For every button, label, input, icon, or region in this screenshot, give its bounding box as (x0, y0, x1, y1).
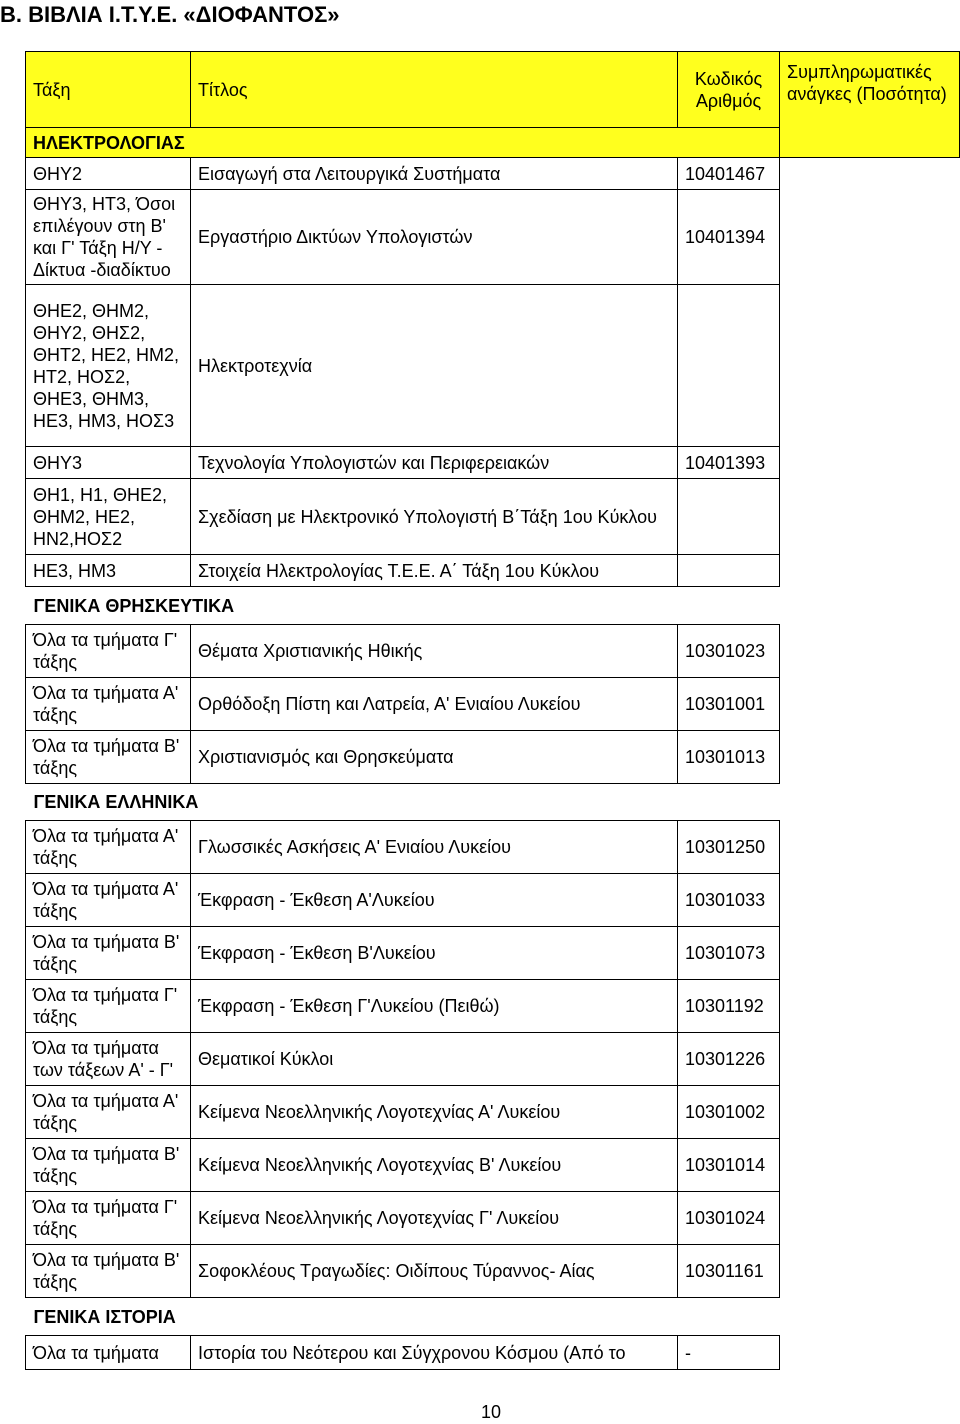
row-class: Όλα τα τμήματα Α' τάξης (26, 874, 191, 927)
table-header-row (26, 52, 960, 128)
row-class: ΘΗ1, Η1, ΘΗΕ2, ΘΗΜ2, ΗΕ2, ΗΝ2,ΗΟΣ2 (26, 479, 191, 555)
row-class: ΘΗΥ2 (26, 158, 191, 190)
row-title: Στοιχεία Ηλεκτρολογίας Τ.Ε.Ε. Α΄ Τάξη 1ου Κύκλου (191, 555, 678, 587)
row-class: Όλα τα τμήματα Α' τάξης (26, 678, 191, 731)
row-class: ΘΗΥ3, ΗΤ3, Όσοι επιλέγουν στη Β' και Γ' Τάξη Η/Υ - Δίκτυα -διαδίκτυο (26, 190, 191, 285)
row-class: ΘΗΕ2, ΘΗΜ2, ΘΗΥ2, ΘΗΣ2, ΘΗΤ2, ΗΕ2, ΗΜ2, ΗΤ2, ΗΟΣ2, ΘΗΕ3, ΘΗΜ3, ΗΕ3, ΗΜ3, ΗΟΣ3 (26, 285, 191, 447)
section-row (26, 784, 960, 821)
table-row (26, 479, 960, 555)
section-row (26, 587, 960, 625)
row-class: Όλα τα τμήματα των τάξεων Α' - Γ' (26, 1033, 191, 1086)
table-row (26, 874, 960, 927)
row-class: ΘΗΥ3 (26, 447, 191, 479)
row-needs-empty (780, 1336, 960, 1370)
row-code: - (678, 1336, 780, 1370)
row-title: Θέματα Χριστιανικής Ηθικής (191, 625, 678, 678)
table-row (26, 1086, 960, 1139)
subsection-electrical: ΗΛΕΚΤΡΟΛΟΓΙΑΣ (26, 128, 780, 158)
row-code: 10301250 (678, 821, 780, 874)
row-title: Σχεδίαση με Ηλεκτρονικό Υπολογιστή Β΄Τάξη 1ου Κύκλου (191, 479, 678, 555)
row-code: 10301023 (678, 625, 780, 678)
row-class: Όλα τα τμήματα Γ' τάξης (26, 980, 191, 1033)
table-row (26, 1033, 960, 1086)
row-title: Σοφοκλέους Τραγωδίες: Οιδίπους Τύραννος- Αίας (191, 1245, 678, 1298)
header-class: Τάξη (26, 52, 191, 128)
row-needs-empty (780, 678, 960, 731)
row-code: 10301226 (678, 1033, 780, 1086)
row-needs-empty (780, 1086, 960, 1139)
section-heading: ΓΕΝΙΚΑ ΘΡΗΣΚΕΥΤΙΚΑ (33, 595, 235, 616)
row-code: 10301192 (678, 980, 780, 1033)
section-heading: ΓΕΝΙΚΑ ΙΣΤΟΡΙΑ (33, 1306, 176, 1327)
table-row (26, 1192, 960, 1245)
row-class: Όλα τα τμήματα Β' τάξης (26, 731, 191, 784)
row-title: Ορθόδοξη Πίστη και Λατρεία, Α' Ενιαίου Λυκείου (191, 678, 678, 731)
table-row (26, 1336, 960, 1370)
row-code (678, 479, 780, 555)
table-row (26, 555, 960, 587)
row-needs-empty (780, 285, 960, 447)
row-title: Γλωσσικές Ασκήσεις Α' Ενιαίου Λυκείου (191, 821, 678, 874)
row-code: 10301013 (678, 731, 780, 784)
row-title: Τεχνολογία Υπολογιστών και Περιφερειακών (191, 447, 678, 479)
row-needs-empty (780, 927, 960, 980)
row-title: Έκφραση - Έκθεση Α'Λυκείου (191, 874, 678, 927)
row-title: Έκφραση - Έκθεση Γ'Λυκείου (Πειθώ) (191, 980, 678, 1033)
row-needs-empty (780, 158, 960, 190)
table-row (26, 447, 960, 479)
row-needs-empty (780, 1192, 960, 1245)
row-title: Εισαγωγή στα Λειτουργικά Συστήματα (191, 158, 678, 190)
row-title: Ιστορία του Νεότερου και Σύγχρονου Κόσμου (Από το (191, 1336, 678, 1370)
books-table (25, 51, 960, 1370)
row-class: Όλα τα τμήματα Γ' τάξης (26, 625, 191, 678)
row-title: Κείμενα Νεοελληνικής Λογοτεχνίας Α' Λυκείου (191, 1086, 678, 1139)
header-title: Τίτλος (191, 52, 678, 128)
row-needs-empty (780, 190, 960, 285)
section-row (26, 1298, 960, 1336)
row-needs-empty (780, 1245, 960, 1298)
row-code: 10301161 (678, 1245, 780, 1298)
table-row (26, 731, 960, 784)
table-row (26, 285, 960, 447)
row-needs-empty (780, 447, 960, 479)
row-needs-empty (780, 731, 960, 784)
table-row (26, 190, 960, 285)
row-title: Έκφραση - Έκθεση Β'Λυκείου (191, 927, 678, 980)
row-class: Όλα τα τμήματα Β' τάξης (26, 927, 191, 980)
table-row (26, 1245, 960, 1298)
row-class: Όλα τα τμήματα Β' τάξης (26, 1139, 191, 1192)
row-code: 10301073 (678, 927, 780, 980)
row-code: 10301024 (678, 1192, 780, 1245)
row-needs-empty (780, 479, 960, 555)
row-needs-empty (780, 1033, 960, 1086)
row-title: Χριστιανισμός και Θρησκεύματα (191, 731, 678, 784)
row-title: Ηλεκτροτεχνία (191, 285, 678, 447)
row-class: Όλα τα τμήματα Α' τάξης (26, 821, 191, 874)
row-class: Όλα τα τμήματα (26, 1336, 191, 1370)
row-title: Εργαστήριο Δικτύων Υπολογιστών (191, 190, 678, 285)
row-class: Όλα τα τμήματα Α' τάξης (26, 1086, 191, 1139)
table-row (26, 821, 960, 874)
row-code: 10301002 (678, 1086, 780, 1139)
page-number: 10 (481, 1402, 502, 1422)
row-code: 10401394 (678, 190, 780, 285)
row-code: 10301001 (678, 678, 780, 731)
row-code: 10401467 (678, 158, 780, 190)
table-row (26, 927, 960, 980)
row-needs-empty (780, 625, 960, 678)
row-code: 10401393 (678, 447, 780, 479)
row-title: Θεματικοί Κύκλοι (191, 1033, 678, 1086)
row-title: Κείμενα Νεοελληνικής Λογοτεχνίας Β' Λυκείου (191, 1139, 678, 1192)
table-row (26, 625, 960, 678)
header-code: Κωδικός Αριθμός (678, 52, 780, 128)
row-needs-empty (780, 980, 960, 1033)
header-needs: Συμπληρωματικές ανάγκες (Ποσότητα) (780, 52, 960, 158)
row-needs-empty (780, 1139, 960, 1192)
table-row (26, 1139, 960, 1192)
row-class: Όλα τα τμήματα Β' τάξης (26, 1245, 191, 1298)
row-needs-empty (780, 874, 960, 927)
row-code: 10301033 (678, 874, 780, 927)
row-needs-empty (780, 555, 960, 587)
row-class: ΗΕ3, ΗΜ3 (26, 555, 191, 587)
row-needs-empty (780, 821, 960, 874)
table-row (26, 678, 960, 731)
row-code: 10301014 (678, 1139, 780, 1192)
row-class: Όλα τα τμήματα Γ' τάξης (26, 1192, 191, 1245)
table-row (26, 980, 960, 1033)
row-title: Κείμενα Νεοελληνικής Λογοτεχνίας Γ' Λυκείου (191, 1192, 678, 1245)
table-row (26, 158, 960, 190)
section-heading: ΓΕΝΙΚΑ ΕΛΛΗΝΙΚΑ (33, 792, 199, 812)
document-heading: Β. ΒΙΒΛΙΑ Ι.Τ.Υ.Ε. «ΔΙΟΦΑΝΤΟΣ» (0, 2, 340, 27)
row-code (678, 555, 780, 587)
row-code (678, 285, 780, 447)
